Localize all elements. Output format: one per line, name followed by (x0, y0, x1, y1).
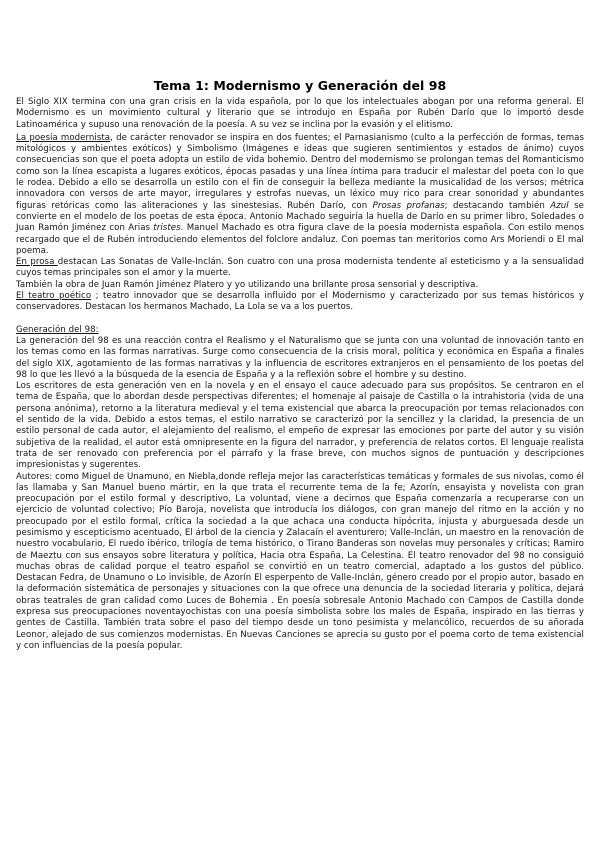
book-title-prosas-profanas: Prosas profanas (372, 200, 445, 211)
modernist-poetry-text-1: , de carácter renovador se inspira en dos fuentes; el Parnasianismo (culto a la perfección de formas, temas mitológicos y ambientes exóticos) y Simbolismo (Imágenes e ideas que sugieren sentimientos y estados de ánimo) cuyos consecuencias son que el poeta adopta un estilo de vida bohemio. Dentro del modernismo se prolongan temas del Romanticismo como son la línea escapista a lugares exóticos, épocas pasadas y una línea íntima para traducir el malestar del poeta con lo que le rodea. Debido a ello se desarrolla un estilo con el fin de conseguir la belleza mediante la musicalidad de los versos; métrica innovadora con versos de arte mayor, irregulares y estrofas nuevas, un léxico muy rico para crear sonoridad y abundantes figuras retóricas como las aliteraciones y las sinestesias. Rubén Darío, con (16, 132, 584, 211)
modernist-poetry-heading: La poesía modernista (16, 132, 111, 143)
modernist-poetry-text-3: se convierte en el modelo de los poetas de esta época. Antonio Machado seguiría la huella de Darío en su primer libro, Soledades o Juan Ramón Jiménez con Arias (16, 200, 585, 234)
generation-98-paragraph-1: La generación del 98 es una reacción contra el Realismo y el Naturalismo que se junta con una voluntad de innovación tanto en los temas como en las formas narrativas. Surge como consecuencia de la crisis moral, política y económica en España a finales del siglo XIX, agotamiento de las formas narrativas y la influencia de escritores extranjeros en el pensamiento de los poetas del 98 lo que les llevó a la búsqueda de la esencia de España y a la reflexión sobre el hombre y su destino. (16, 335, 584, 380)
generation-98-heading: Generación del 98: (16, 324, 99, 335)
section-spacer (16, 314, 584, 325)
prose-paragraph (16, 257, 584, 280)
book-title-tristes: tristes (153, 223, 181, 234)
theatre-heading: El teatro poético (16, 291, 92, 302)
generation-98-paragraph-2: Los escritores de esta generación ven en la novela y en el ensayo el cauce adecuado para sus propósitos. Se centraron en el tema de España, que lo abordan desde perspectivas diferentes; el homenaje al paisaje de Castilla o la intrahistoria (vida de una persona anónima), retorno a la literatura medieval y el tema existencial que abarca la preocupación por temas relacionados con el sentido de la vida. Debido a estos temas, el estilo narrativo se caracterizó por la sencillez y la claridad, la presencia de un estilo personal de cada autor, el alejamiento del realismo, el empeño de expresar las emociones por parte del autor y su visión subjetiva de la realidad, el autor está omnipresente en la figura del narrador, y preferencia de relatos cortos. El lenguaje realista trata de ser renovado con preferencia por el párrafo y la frase breve, con muchos signos de puntuación y descripciones impresionistas y sugerentes. (16, 381, 584, 471)
book-title-azul: Azul (550, 200, 569, 211)
modernist-poetry-text-2: ; destacando también (444, 200, 551, 211)
intro-paragraph: El Siglo XIX termina con una gran crisis en la vida española, por lo que los intelectuales abogan por una reforma general. El Modernismo es un movimiento cultural y literario que se introdujo en España por Rubén Darío que lo importó desde Latinoamérica y supuso una renovación de la poesía. A su vez se inclina por la evasión y el elitismo. (16, 97, 584, 130)
prose-text: destacan Las Sonatas de Valle-Inclán. Son cuatro con una prosa modernista tendente al esteticismo y a la sensualidad cuyos temas principales son el amor y la muerte. (16, 257, 584, 279)
modernist-poetry-paragraph (16, 133, 584, 257)
platero-paragraph: También la obra de Juan Ramón Jiménez Platero y yo utilizando una brillante prosa sensorial y descriptiva. (16, 279, 479, 290)
generation-98-heading-line (16, 325, 584, 336)
modernist-poetry-text-4: . Manuel Machado es otra figura clave de la poesía modernista española. Con estilo menos recargado que el de Rubén introduciendo elementos del folclore andaluz. Con poemas tan meritorios como Ars Moriendi o El mal poema. (16, 223, 584, 256)
page-title: Tema 1: Modernismo y Generación del 98 (153, 78, 447, 93)
theatre-paragraph (16, 291, 584, 314)
generation-98-authors-paragraph: Autores: como Miguel de Unamuno, en Niebla,donde refleja mejor las características temáticas y formales de sus nivolas, como él las llamaba y San Manuel bueno mártir, en la que trata el recurrente tema de la fe; Azorín, ensayista y novelista con gran preocupación por el estilo formal y descriptivo, La voluntad, viene a decirnos que España comenzaría a recuperarse con un ejercicio de voluntad colectivo; Pío Baroja, novelista que introducía los diálogos, con gran manejo del ritmo en la acción y no preocupado por el estilo formal, crítica la sociedad a la que achaca una conducta hipócrita, injusta y aburguesada desde un pesimismo y escepticismo acentuado, El árbol de la ciencia y Zalacaín el aventurero; Valle-Inclán, un maestro en la renovación de nuestro vocabulario, El ruedo ibérico, trilogía de tema histórico, o Tirano Banderas son novelas muy personales y críticas; Ramiro de Maeztu con sus ensayos sobre literatura y política, Hacia otra España, La Celestina. El teatro renovador del 98 no consiguió muchas obras de calidad porque el teatro español se convirtió en un teatro comercial, adaptado a los gustos del público. Destacan Fedra, de Unamuno o Lo invisible, de Azorín El esperpento de Valle-Inclán, género creado por el propio autor, basado en la deformación sistemática de personajes y situaciones con la que ofrece una denuncia de la sociedad literaria y política, dejará obras teatrales de gran calidad como Luces de Bohemia . En poesía sobresale Antonio Machado con Campos de Castilla donde expresa sus preocupaciones noventayochistas con una poesía simbolista sobre los males de España, inspirado en las tierras y gentes de Castilla. También trata sobre el paso del tiempo desde un tono pesimista y melancólico, recuerdos de su añorada Leonor, alejado de sus comienzos modernistas. En Nuevas Canciones se aprecia su gusto por el poema corto de tema existencial y con influencias de la poesía popular. (16, 471, 584, 651)
prose-heading: En prosa (16, 257, 58, 268)
theatre-text: ; teatro innovador que se desarrolla influido por el Modernismo y caracterizado por sus temas históricos y conservadores. Destacan los hermanos Machado, La Lola se va a los puertos. (16, 291, 585, 313)
document-page (16, 78, 584, 652)
